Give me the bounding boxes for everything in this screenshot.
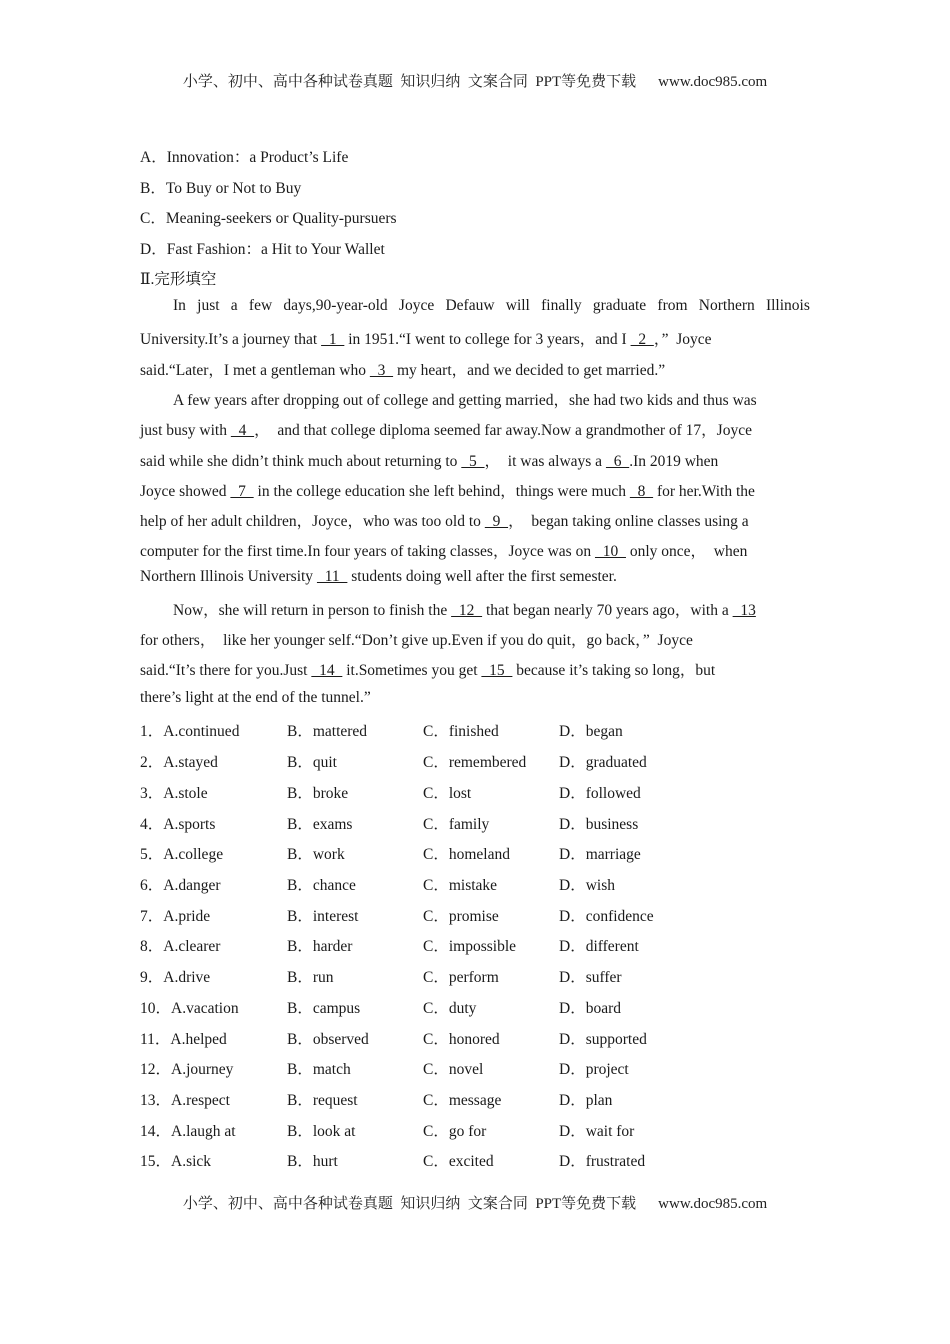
word: finally	[541, 297, 582, 314]
question-row	[140, 965, 740, 985]
blank-14: 14	[311, 662, 343, 679]
passage-line	[140, 327, 712, 349]
option-b: B．campus	[287, 1000, 361, 1017]
question-row	[140, 750, 740, 770]
text: for her.With the	[653, 483, 755, 500]
option-d: D．frustrated	[559, 1153, 646, 1170]
word: In	[173, 297, 186, 314]
word: will	[505, 297, 530, 314]
word: from	[657, 297, 688, 314]
option-a: 3．A.stole	[140, 785, 208, 802]
option-b: B．broke	[287, 785, 349, 802]
option-b: B．harder	[287, 938, 353, 955]
blank-7: 7	[230, 483, 254, 500]
option-c: C．message	[423, 1092, 502, 1109]
blank-2: 2	[630, 331, 654, 348]
question-row	[140, 1088, 740, 1108]
option-d: D．wish	[559, 877, 615, 894]
option-a: 12．A.journey	[140, 1061, 234, 1078]
word: Defauw	[445, 297, 495, 314]
option-b: B．run	[287, 969, 334, 986]
option-d: D．business	[559, 816, 639, 833]
question-row	[140, 1057, 740, 1077]
text: that began nearly 70 years ago，with a	[482, 602, 733, 619]
option-c: C．remembered	[423, 754, 527, 771]
option-b: B．quit	[287, 754, 337, 771]
passage-line	[140, 509, 749, 531]
text: Joyce showed	[140, 483, 231, 500]
footer-text: 小学、初中、高中各种试卷真题 知识归纳 文案合同 PPT等免费下载	[182, 1196, 637, 1212]
option-b: B．request	[287, 1092, 358, 1109]
question-row	[140, 904, 740, 924]
blank-12: 12	[451, 602, 483, 619]
option-c: C．homeland	[423, 846, 510, 863]
option-a: 14．A.laugh at	[140, 1123, 236, 1140]
option-b: B．chance	[287, 877, 356, 894]
option-a: 6．A.danger	[140, 877, 221, 894]
text: said while she didn’t think much about returning to	[140, 453, 462, 470]
blank-5: 5	[461, 453, 485, 470]
word: Northern	[698, 297, 755, 314]
text: ， and that college diploma seemed far away.Now a grandmother of 17，Joyce	[254, 422, 752, 439]
text: computer for the first time.In four years of taking classes，Joyce was on	[140, 543, 595, 560]
blank-15: 15	[481, 662, 513, 679]
blank-11: 11	[316, 568, 348, 585]
option-b: B．work	[287, 846, 345, 863]
option-a: 15．A.sick	[140, 1153, 212, 1170]
question-row	[140, 934, 740, 954]
page-footer	[0, 1192, 950, 1213]
passage-line	[173, 598, 756, 620]
heading-option-c: C．Meaning-seekers or Quality-pursuers	[140, 210, 397, 227]
text: it.Sometimes you get	[342, 662, 482, 679]
blank-9: 9	[484, 513, 509, 530]
option-c: C．finished	[423, 723, 499, 740]
question-row	[140, 1149, 740, 1169]
blank-4: 4	[230, 422, 255, 439]
passage-line	[140, 658, 715, 680]
text: in 1951.“I went to college for 3 years，and I	[344, 331, 631, 348]
passage-line	[140, 358, 665, 380]
question-row	[140, 781, 740, 801]
text: Now，she will return in person to finish the	[173, 602, 452, 619]
option-a: 7．A.pride	[140, 908, 211, 925]
footer-site: www.doc985.com	[658, 1196, 768, 1212]
option-c: C．mistake	[423, 877, 498, 894]
text: said.“Later，I met a gentleman who	[140, 362, 370, 379]
text: University.It’s a journey that	[140, 331, 322, 348]
option-b: B．match	[287, 1061, 351, 1078]
option-c: C．honored	[423, 1031, 500, 1048]
text: ， began taking online classes using a	[508, 513, 749, 530]
option-d: D．marriage	[559, 846, 641, 863]
passage-line	[140, 539, 747, 561]
text: students doing well after the first semester.	[347, 568, 617, 585]
passage-line	[140, 449, 718, 471]
question-row	[140, 812, 740, 832]
text: ，” Joyce	[653, 331, 712, 348]
option-a: 1．A.continued	[140, 723, 240, 740]
option-b: B．look at	[287, 1123, 356, 1140]
text: in the college education she left behind，things were much	[253, 483, 630, 500]
header-site: www.doc985.com	[658, 74, 768, 90]
text: Northern Illinois University	[140, 568, 317, 585]
heading-option-d: D．Fast Fashion：a Hit to Your Wallet	[140, 241, 385, 258]
header-text: 小学、初中、高中各种试卷真题 知识归纳 文案合同 PPT等免费下载	[182, 74, 637, 90]
word: just	[197, 297, 220, 314]
option-d: D．confidence	[559, 908, 654, 925]
option-d: D．project	[559, 1061, 629, 1078]
word: days,90-year-old	[283, 297, 388, 314]
question-row	[140, 1119, 740, 1139]
passage-line: for others， like her younger self.“Don’t give up.Even if you do quit，go back，” Joyce	[140, 632, 693, 649]
option-d: D．suffer	[559, 969, 622, 986]
question-row	[140, 1027, 740, 1047]
passage-line	[140, 568, 617, 586]
option-a: 11．A.helped	[140, 1031, 227, 1048]
option-a: 8．A.clearer	[140, 938, 221, 955]
option-d: D．followed	[559, 785, 641, 802]
page-header	[0, 70, 950, 91]
text: said.“It’s there for you.Just	[140, 662, 312, 679]
option-d: D．graduated	[559, 754, 647, 771]
option-c: C．lost	[423, 785, 472, 802]
question-row	[140, 842, 740, 862]
option-d: D．plan	[559, 1092, 613, 1109]
option-b: B．interest	[287, 908, 359, 925]
text: ， it was always a	[484, 453, 606, 470]
option-c: C．go for	[423, 1123, 487, 1140]
text: help of her adult children，Joyce，who was too old to	[140, 513, 485, 530]
blank-10: 10	[594, 543, 626, 560]
question-row	[140, 873, 740, 893]
text: only once， when	[625, 543, 748, 560]
option-a: 10．A.vacation	[140, 1000, 239, 1017]
question-row	[140, 996, 740, 1016]
option-c: C．family	[423, 816, 490, 833]
option-b: B．observed	[287, 1031, 369, 1048]
option-c: C．excited	[423, 1153, 494, 1170]
option-d: D．began	[559, 723, 623, 740]
option-c: C．novel	[423, 1061, 484, 1078]
passage-line: there’s light at the end of the tunnel.”	[140, 689, 371, 706]
option-d: D．different	[559, 938, 639, 955]
blank-8: 8	[629, 483, 654, 500]
passage-line: A few years after dropping out of college and getting married，she had two kids and thus was	[173, 392, 757, 409]
text: .In 2019 when	[629, 453, 719, 470]
word: few	[248, 297, 273, 314]
option-c: C．promise	[423, 908, 499, 925]
passage-line	[140, 479, 755, 501]
option-b: B．mattered	[287, 723, 368, 740]
text: just busy with	[140, 422, 231, 439]
heading-option-a: A．Innovation：a Product’s Life	[140, 149, 349, 166]
option-d: D．wait for	[559, 1123, 635, 1140]
word: Joyce	[398, 297, 435, 314]
option-d: D．supported	[559, 1031, 647, 1048]
blank-13: 13	[732, 602, 756, 619]
question-row	[140, 719, 740, 739]
passage-line	[140, 418, 752, 440]
option-c: C．impossible	[423, 938, 517, 955]
word: Illinois	[765, 297, 810, 314]
option-c: C．perform	[423, 969, 499, 986]
word: a	[230, 297, 238, 314]
heading-option-b: B．To Buy or Not to Buy	[140, 180, 302, 197]
option-a: 13．A.respect	[140, 1092, 230, 1109]
option-d: D．board	[559, 1000, 621, 1017]
passage-line	[173, 297, 810, 315]
word: graduate	[592, 297, 647, 314]
blank-6: 6	[605, 453, 630, 470]
option-a: 5．A.college	[140, 846, 224, 863]
option-a: 2．A.stayed	[140, 754, 218, 771]
section-title: Ⅱ.完形填空	[140, 271, 217, 288]
option-a: 4．A.sports	[140, 816, 216, 833]
text: because it’s taking so long，but	[512, 662, 716, 679]
blank-1: 1	[321, 331, 345, 348]
blank-3: 3	[369, 362, 394, 379]
option-a: 9．A.drive	[140, 969, 211, 986]
option-b: B．exams	[287, 816, 353, 833]
text: my heart，and we decided to get married.”	[393, 362, 666, 379]
option-c: C．duty	[423, 1000, 477, 1017]
option-b: B．hurt	[287, 1153, 338, 1170]
